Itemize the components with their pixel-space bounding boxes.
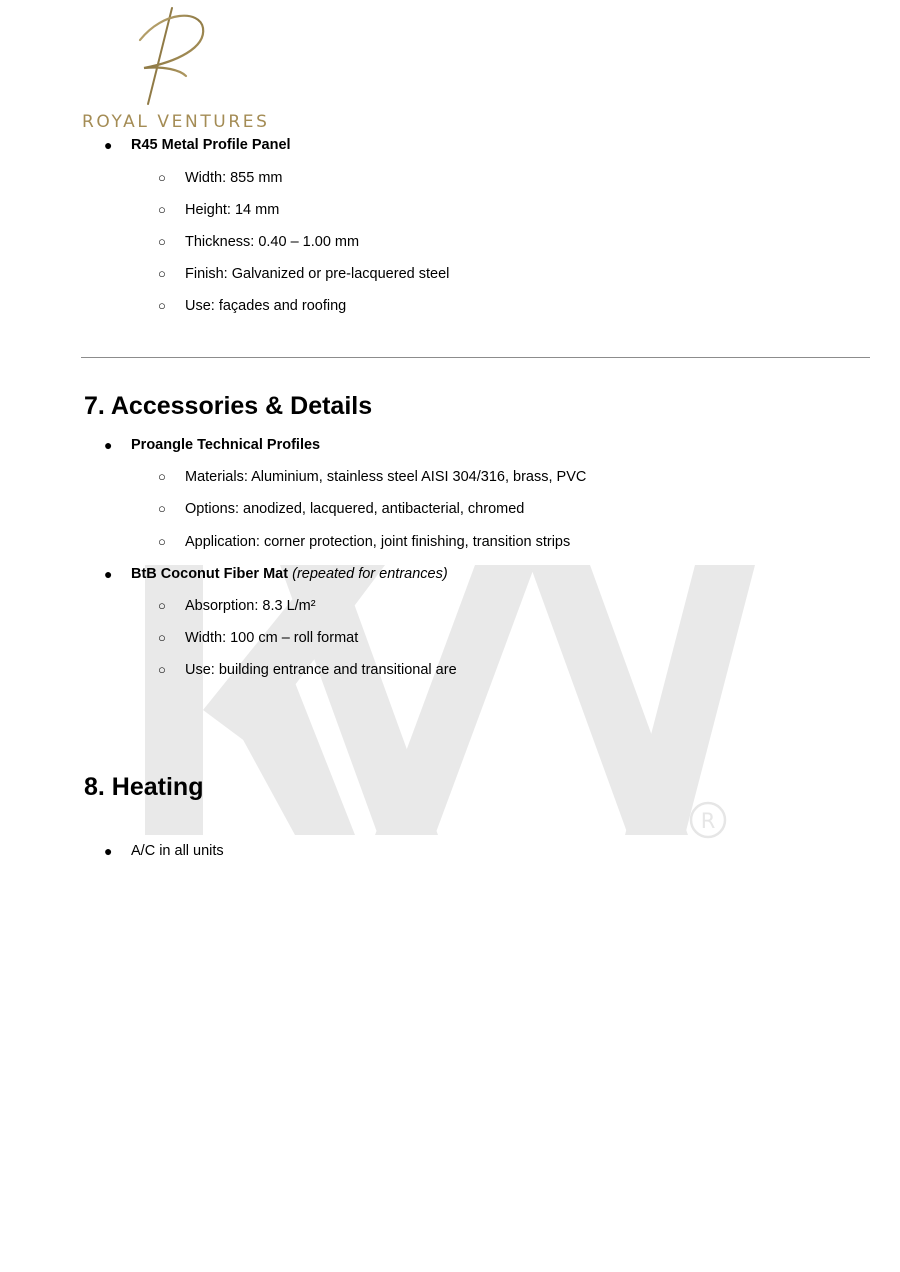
item-text: Height: 14 mm: [185, 202, 280, 218]
bullet-icon: ●: [104, 843, 113, 859]
horizontal-divider: [81, 357, 870, 358]
hollow-bullet-icon: ○: [158, 598, 166, 613]
bullet-icon: ●: [104, 137, 113, 153]
item-title-line: [131, 565, 448, 583]
bullet-icon: ●: [104, 437, 113, 453]
item-text: Application: corner protection, joint finishing, transition strips: [185, 534, 571, 550]
hollow-bullet-icon: ○: [158, 170, 166, 185]
item-title: BtB Coconut Fiber Mat: [131, 566, 289, 582]
hollow-bullet-icon: ○: [158, 501, 166, 516]
item-text: Width: 855 mm: [185, 170, 283, 186]
section-heading: 7. Accessories & Details: [84, 392, 373, 420]
hollow-bullet-icon: ○: [158, 234, 166, 249]
item-text: Use: façades and roofing: [185, 298, 347, 314]
item-text: Finish: Galvanized or pre-lacquered steel: [185, 266, 450, 282]
hollow-bullet-icon: ○: [158, 202, 166, 217]
registered-mark-icon: [691, 803, 725, 837]
item-title: R45 Metal Profile Panel: [131, 137, 291, 153]
item-text: Width: 100 cm – roll format: [185, 630, 359, 646]
hollow-bullet-icon: ○: [158, 469, 166, 484]
item-text: Thickness: 0.40 – 1.00 mm: [185, 234, 360, 250]
hollow-bullet-icon: ○: [158, 266, 166, 281]
item-text: Materials: Aluminium, stainless steel AISI 304/316, brass, PVC: [185, 469, 587, 485]
royal-ventures-logo: [82, 4, 282, 132]
item-title: Proangle Technical Profiles: [131, 437, 321, 453]
svg-text:R: R: [700, 809, 716, 833]
logo-wordmark: ROYAL VENTURES: [82, 112, 270, 132]
hollow-bullet-icon: ○: [158, 534, 166, 549]
item-text: Use: building entrance and transitional are: [185, 662, 457, 678]
logo-monogram-icon: [134, 4, 214, 108]
hollow-bullet-icon: ○: [158, 298, 166, 313]
hollow-bullet-icon: ○: [158, 662, 166, 677]
item-text: A/C in all units: [131, 843, 224, 859]
item-text: Absorption: 8.3 L/m²: [185, 598, 316, 614]
bullet-icon: ●: [104, 566, 113, 582]
item-note: (repeated for entrances): [292, 566, 448, 582]
section-heading: 8. Heating: [84, 773, 204, 801]
item-text: Options: anodized, lacquered, antibacterial, chromed: [185, 501, 525, 517]
hollow-bullet-icon: ○: [158, 630, 166, 645]
